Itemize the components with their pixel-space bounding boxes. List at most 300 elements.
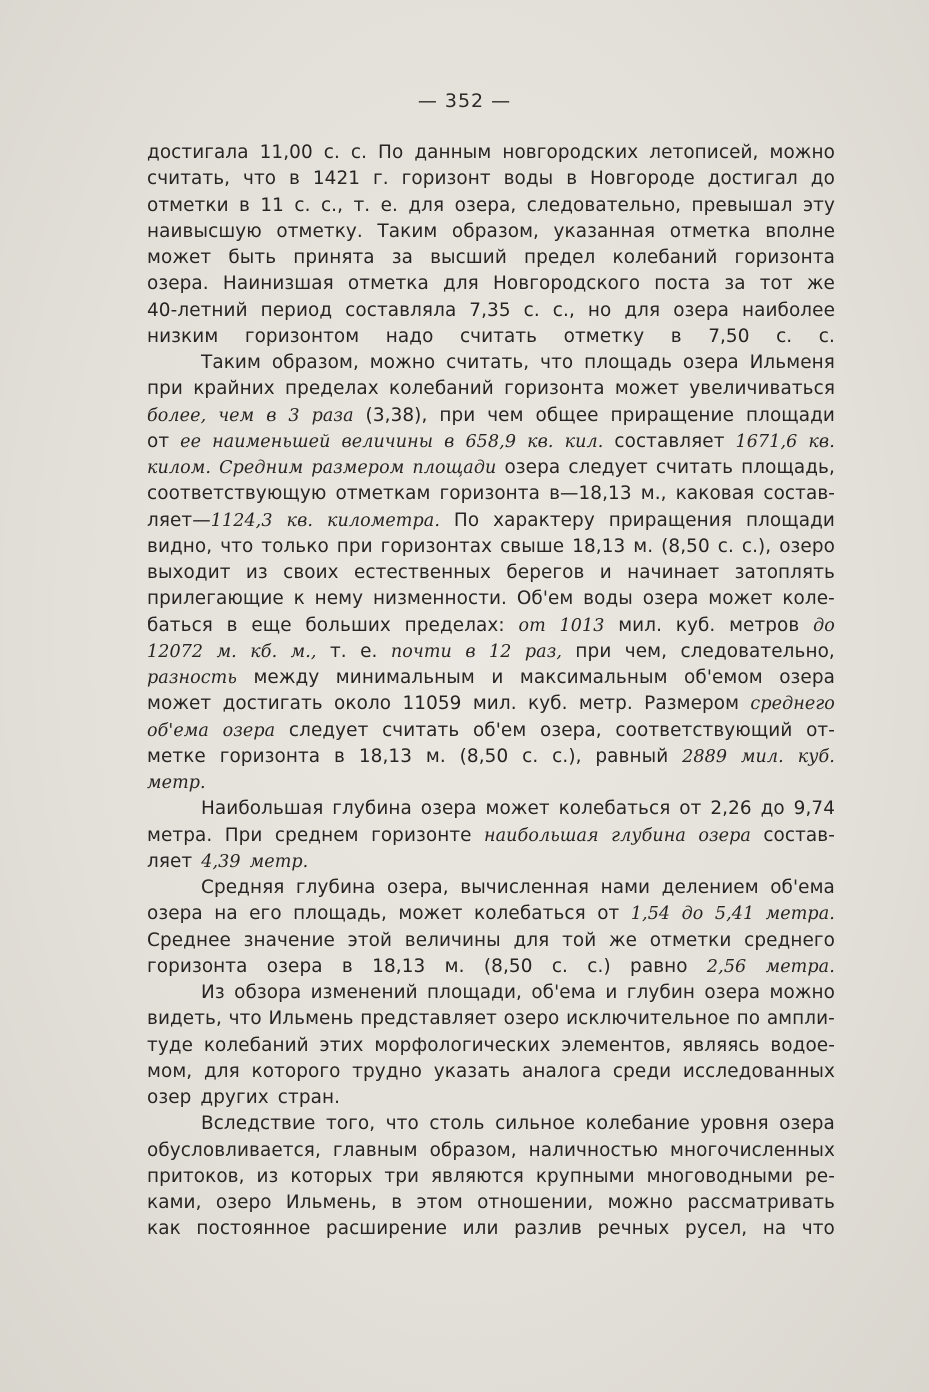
- word: которых: [290, 1165, 373, 1187]
- word: т.: [353, 194, 371, 216]
- word: затоплять: [734, 562, 835, 583]
- word: отметки: [649, 929, 732, 951]
- word: Наибольшая: [201, 798, 324, 820]
- word: многочисленных: [670, 1139, 835, 1161]
- word: можно: [369, 352, 436, 373]
- word: достигала: [147, 142, 249, 163]
- word: 1013: [559, 615, 605, 636]
- text-line: [147, 639, 835, 665]
- word: площадь,: [293, 903, 387, 925]
- word: следовательно,: [526, 194, 682, 216]
- word: считать,: [147, 168, 231, 190]
- word: 1671,6: [735, 431, 798, 452]
- word: озера: [420, 798, 477, 820]
- word: следует: [288, 719, 369, 741]
- text-line: [147, 980, 835, 1006]
- word: туде: [147, 1034, 194, 1056]
- word: озера: [779, 667, 835, 688]
- word: стран.: [277, 1087, 341, 1108]
- word: наименьшей: [212, 431, 331, 452]
- word: колебание: [585, 1113, 690, 1135]
- text-line: [147, 508, 835, 534]
- word: горизонте: [371, 824, 472, 846]
- word: 4,39: [201, 851, 241, 872]
- word: аналога: [522, 1060, 602, 1082]
- word: озера: [147, 903, 203, 925]
- word: до: [813, 615, 835, 636]
- word: 11: [260, 194, 284, 216]
- word: к: [293, 588, 305, 610]
- word: 1421: [312, 168, 361, 190]
- word: горизонта: [219, 745, 321, 767]
- word: этом: [416, 1192, 463, 1213]
- word: озера,: [454, 194, 517, 216]
- word: с.,: [320, 194, 344, 216]
- text-line: [147, 350, 835, 376]
- word: сильное: [495, 1113, 576, 1135]
- word: эту: [802, 194, 835, 216]
- word: отметку: [563, 325, 645, 347]
- word: в: [266, 405, 277, 426]
- word: отметка: [669, 220, 751, 242]
- word: для: [408, 194, 445, 216]
- word: По: [453, 509, 480, 531]
- word: глубина: [332, 798, 412, 820]
- word: м.,: [290, 641, 317, 662]
- text-line: [147, 928, 835, 954]
- word: и: [491, 667, 504, 688]
- word: килом.: [147, 458, 212, 478]
- word: притоков,: [147, 1165, 245, 1187]
- word: озера: [266, 955, 323, 977]
- text-line: [147, 455, 835, 481]
- text-line: [147, 1006, 835, 1032]
- word: об'ема: [770, 877, 835, 898]
- word: озера: [704, 982, 761, 1003]
- word: коле-: [782, 588, 835, 610]
- word: Таким: [201, 352, 261, 373]
- word: летописей,: [649, 142, 759, 163]
- word: 11,00: [259, 142, 313, 163]
- word: Средняя: [201, 877, 285, 898]
- word: в: [566, 168, 578, 190]
- word: чем: [218, 405, 255, 426]
- word: на: [762, 1218, 787, 1240]
- text-line: [147, 1059, 835, 1085]
- text-line: [147, 613, 835, 639]
- word: отметку.: [276, 220, 363, 242]
- word: с.): [587, 955, 611, 977]
- word: м.,: [640, 483, 667, 505]
- word: озеро: [779, 535, 835, 557]
- word: данным: [414, 142, 492, 163]
- word: т.: [329, 640, 347, 662]
- word: три: [384, 1165, 420, 1187]
- word: 2,26: [710, 798, 752, 820]
- word: русел,: [684, 1218, 748, 1240]
- word: 18,13: [572, 535, 626, 557]
- text-line: [147, 140, 835, 166]
- word: состав-: [763, 483, 835, 505]
- text-line: [147, 324, 835, 350]
- word: ляет: [147, 850, 193, 872]
- word: мил.: [472, 693, 517, 715]
- text-line: [147, 796, 835, 822]
- word: для: [624, 299, 661, 321]
- word: куб.: [675, 614, 716, 636]
- text-line: [147, 271, 835, 297]
- word: крайних: [193, 378, 275, 400]
- word: соответствующую: [147, 483, 327, 505]
- word: рассматривать: [687, 1192, 835, 1213]
- word: Средним: [219, 458, 304, 478]
- word: же: [608, 929, 638, 951]
- word: нему: [314, 588, 364, 610]
- word: озеро: [503, 1008, 560, 1030]
- word: период: [260, 299, 333, 321]
- word: отметкам: [335, 483, 431, 505]
- word: глубина: [611, 825, 686, 846]
- word: колебаний: [203, 1034, 309, 1056]
- word: что: [220, 535, 254, 557]
- text-line: [147, 376, 835, 402]
- text-line: [147, 1138, 835, 1164]
- word: ками,: [147, 1192, 202, 1213]
- word: озера: [222, 720, 276, 741]
- word: Ильмень,: [285, 1192, 377, 1213]
- word: приращения: [608, 509, 733, 531]
- word: состав-: [763, 824, 835, 846]
- word: обзора: [234, 982, 302, 1003]
- word: может: [708, 588, 773, 610]
- word: 12072: [147, 641, 204, 662]
- word: горизонта: [147, 955, 248, 977]
- word: общее: [535, 404, 599, 426]
- word: с.: [717, 535, 734, 557]
- word: куб.: [797, 746, 835, 767]
- word: составляла: [345, 299, 457, 321]
- text-line: [147, 1111, 835, 1137]
- text-line: [147, 586, 835, 612]
- text-line: [147, 744, 835, 770]
- text-line: [147, 770, 835, 796]
- word: 658,9: [465, 431, 517, 452]
- word: раза: [311, 405, 354, 426]
- word: Ильмень: [268, 1008, 354, 1030]
- word: до: [760, 798, 785, 820]
- word: (8,50: [483, 955, 533, 977]
- word: площадь: [584, 352, 673, 373]
- word: других: [200, 1087, 269, 1108]
- word: максимальным: [519, 667, 668, 688]
- word: глубин: [626, 982, 696, 1003]
- word: из: [245, 562, 268, 583]
- word: величины: [341, 431, 434, 452]
- word: поста: [654, 273, 711, 295]
- word: м.: [444, 955, 465, 977]
- word: минимальным: [335, 667, 475, 688]
- word: в: [444, 431, 455, 452]
- word: среди: [612, 1060, 672, 1082]
- page-number: — 352 —: [417, 90, 512, 112]
- word: считать: [655, 457, 734, 478]
- word: что: [801, 1218, 835, 1240]
- word: площади: [745, 509, 835, 531]
- word: Из: [201, 982, 225, 1003]
- word: При: [224, 824, 263, 846]
- word: как: [147, 1218, 181, 1240]
- word: равный: [595, 745, 669, 767]
- word: Вследствие: [201, 1113, 316, 1135]
- word: в: [391, 1192, 403, 1213]
- word: может: [147, 247, 212, 268]
- word: озера: [779, 1113, 835, 1135]
- word: в: [341, 955, 353, 977]
- word: среднего: [750, 694, 835, 715]
- word: Таким: [377, 220, 438, 242]
- word: метра.: [765, 956, 835, 977]
- word: больших: [305, 614, 391, 636]
- word: той: [562, 929, 597, 951]
- word: Среднее: [147, 929, 231, 951]
- word: исключительное: [566, 1008, 730, 1030]
- word: изменений: [310, 982, 418, 1003]
- word: с.: [776, 325, 793, 347]
- word: только: [261, 535, 329, 557]
- word: низким: [147, 325, 219, 347]
- word: от: [518, 615, 546, 636]
- text-line: [147, 534, 835, 560]
- word: горизонта: [504, 378, 605, 400]
- word: ре-: [805, 1165, 835, 1187]
- word: наличностью: [528, 1139, 659, 1161]
- word: пределах: [285, 378, 379, 400]
- word: м.: [216, 641, 237, 662]
- word: кв.: [286, 510, 314, 531]
- word: колебаний: [388, 378, 494, 400]
- word: 12: [489, 641, 512, 662]
- word: мил.: [618, 614, 663, 636]
- word: Новгородского: [492, 273, 641, 295]
- word: можно: [769, 142, 835, 163]
- word: делением: [661, 877, 759, 898]
- word: для: [513, 929, 550, 951]
- word: того,: [325, 1113, 376, 1135]
- word: Об'ем: [516, 588, 574, 610]
- word: на: [214, 903, 238, 925]
- word: нами: [600, 877, 651, 898]
- word: отметки: [147, 194, 229, 216]
- word: кил.: [564, 431, 604, 452]
- word: естественных: [353, 562, 492, 583]
- word: 9,74: [793, 798, 835, 820]
- word: мил.: [740, 746, 784, 767]
- word: Новгороде: [590, 168, 695, 190]
- word: представляет: [360, 1008, 497, 1030]
- word: кб.: [250, 641, 278, 662]
- word: с.: [818, 325, 835, 347]
- word: при: [336, 535, 373, 557]
- word: которого: [251, 1060, 341, 1082]
- word: указать: [433, 1060, 511, 1082]
- word: характеру: [493, 509, 595, 531]
- word: отношении,: [477, 1192, 594, 1213]
- word: еще: [251, 614, 292, 636]
- text-line: [147, 875, 835, 901]
- word: 7,35: [469, 299, 511, 321]
- word: достигать: [222, 693, 323, 715]
- word: но: [587, 299, 612, 321]
- word: площади: [412, 458, 497, 478]
- word: глубина: [295, 877, 376, 898]
- word: выходит: [147, 562, 231, 583]
- word: метке: [147, 745, 206, 767]
- word: среднего: [744, 929, 835, 951]
- word: до: [681, 904, 704, 925]
- word: с.: [323, 142, 340, 163]
- word: по: [736, 1008, 761, 1030]
- word: пределах:: [404, 614, 505, 636]
- text-line: [147, 1085, 835, 1111]
- word: кв.: [527, 431, 554, 452]
- word: разлив: [514, 1218, 582, 1240]
- word: размером: [311, 458, 405, 478]
- word: считать,: [446, 352, 530, 373]
- word: воды: [503, 168, 554, 190]
- word: столь: [429, 1113, 485, 1135]
- word: между: [253, 667, 320, 688]
- word: (8,50: [459, 745, 509, 767]
- word: горизонт: [401, 168, 491, 190]
- word: баться: [147, 614, 213, 636]
- word: величины: [404, 929, 501, 951]
- word: обусловливается,: [147, 1139, 321, 1161]
- word: 11059: [402, 693, 462, 715]
- word: при: [147, 378, 183, 400]
- word: раз,: [524, 641, 563, 662]
- word: м.: [425, 745, 446, 767]
- word: может: [147, 693, 212, 715]
- word: метр.: [578, 693, 633, 715]
- word: и: [605, 982, 618, 1003]
- word: почти: [390, 641, 452, 662]
- word: крупными: [535, 1165, 635, 1187]
- word: можно: [769, 982, 835, 1003]
- text-line: [147, 245, 835, 271]
- word: вполне: [765, 220, 835, 242]
- word: 2,56: [706, 956, 747, 977]
- word: элементов,: [561, 1034, 672, 1056]
- word: об'емом: [684, 667, 763, 688]
- word: что: [540, 352, 574, 373]
- word: метр.: [147, 773, 206, 793]
- word: морфологических: [374, 1034, 551, 1056]
- text-line: [147, 560, 835, 586]
- text-line: [147, 1216, 835, 1242]
- word: прилегающие: [147, 588, 284, 610]
- word: ампли-: [766, 1008, 835, 1030]
- word: уровня: [700, 1113, 769, 1135]
- word: (8,50: [661, 535, 710, 557]
- word: видеть,: [147, 1008, 222, 1030]
- word: (3,38),: [365, 404, 428, 426]
- word: от: [679, 798, 702, 820]
- word: следовательно,: [680, 640, 835, 662]
- word: до: [810, 168, 835, 190]
- text-line: [147, 1164, 835, 1190]
- word: соответствующий: [615, 719, 793, 741]
- word: за: [391, 247, 414, 268]
- word: среднем: [274, 824, 359, 846]
- word: образом,: [271, 352, 359, 373]
- word: 5,41: [714, 904, 755, 925]
- word: в: [289, 168, 300, 190]
- word: 40-летний: [147, 299, 248, 321]
- word: от: [147, 430, 170, 452]
- word: образом,: [451, 220, 539, 242]
- text-line: [147, 1190, 835, 1216]
- word: в: [239, 194, 250, 216]
- word: колебаться: [558, 798, 671, 820]
- text-line: [147, 901, 835, 927]
- word: в: [226, 614, 238, 636]
- text-line: [147, 219, 835, 245]
- word: мом,: [147, 1060, 193, 1082]
- word: являются: [431, 1165, 524, 1187]
- word: может: [485, 798, 550, 820]
- word: начинает: [627, 562, 720, 583]
- word: образом,: [429, 1139, 517, 1161]
- word: увеличиваться: [689, 378, 835, 400]
- word: значение: [243, 929, 335, 951]
- word: 7,50: [708, 325, 750, 347]
- word: свыше: [500, 535, 565, 557]
- text-line: [147, 954, 835, 980]
- word: превышал: [691, 194, 793, 216]
- word: может: [614, 378, 680, 400]
- word: площади: [745, 404, 835, 426]
- word: многоводными: [646, 1165, 794, 1187]
- word: 2889: [682, 746, 728, 767]
- word: с.),: [552, 745, 582, 767]
- word: чем,: [624, 640, 668, 662]
- word: наивысшую: [147, 220, 262, 242]
- word: указанная: [553, 220, 656, 242]
- text-line: [147, 481, 835, 507]
- word: видно,: [147, 535, 213, 557]
- text-line: [147, 429, 835, 455]
- word: ляет—1124,3: [147, 509, 273, 531]
- word: с.: [522, 745, 539, 767]
- word: с.),: [741, 535, 772, 557]
- word: расширение: [325, 1218, 448, 1240]
- word: следует: [568, 457, 648, 478]
- word: и: [599, 562, 612, 583]
- word: По: [378, 142, 404, 163]
- word: высший: [430, 247, 507, 268]
- word: метров: [729, 614, 800, 636]
- word: об'ема: [147, 720, 209, 741]
- word: принята: [293, 247, 375, 268]
- word: Ильменя: [749, 352, 835, 373]
- word: считать: [382, 719, 460, 741]
- word: или: [462, 1218, 499, 1240]
- word: метра.: [147, 824, 213, 846]
- text-line: [147, 166, 835, 192]
- word: 3: [288, 405, 300, 426]
- word: колебаться: [474, 903, 586, 925]
- word: с.: [551, 955, 568, 977]
